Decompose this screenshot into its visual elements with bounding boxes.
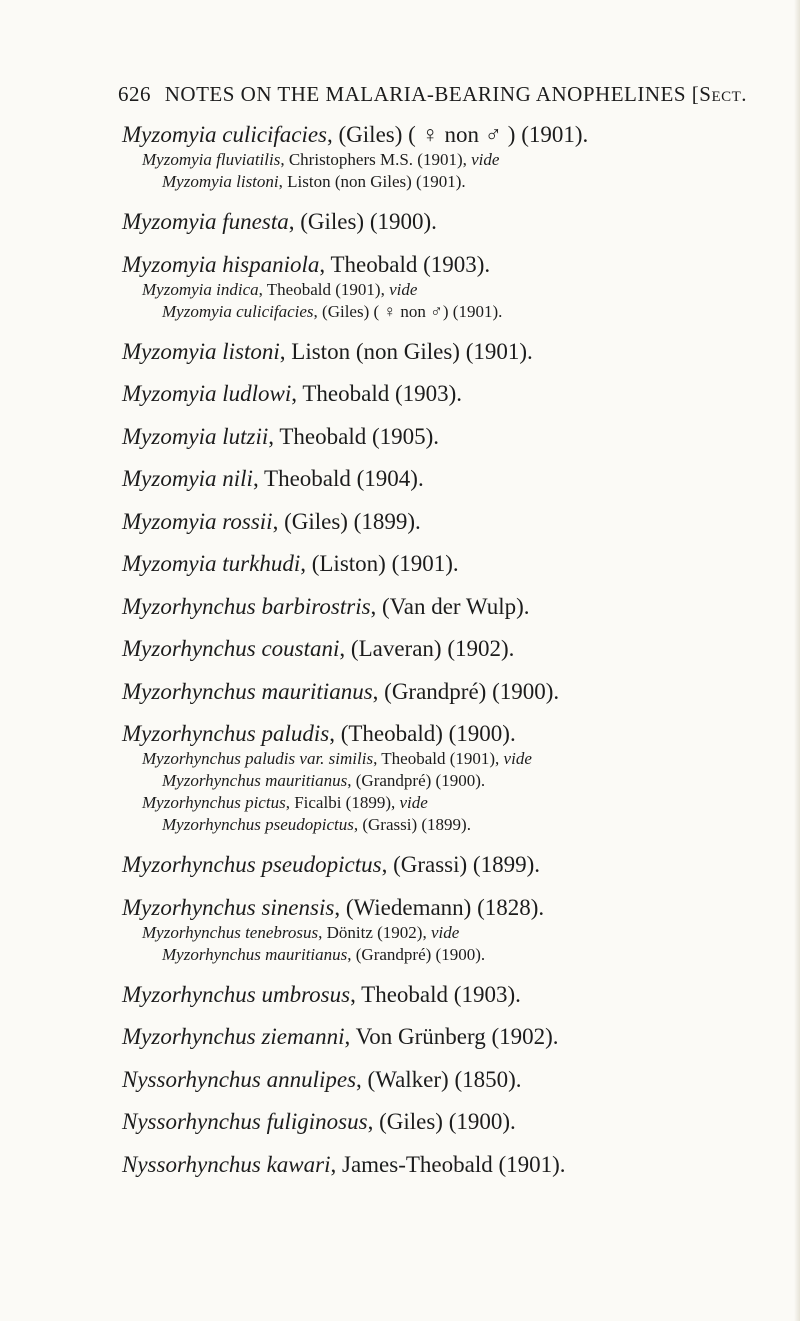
species-author: , Theobald (1904).: [252, 466, 424, 491]
vide-label: vide: [430, 922, 460, 942]
species-name-line: [122, 118, 782, 149]
species-name: Myzomyia hispaniola: [122, 251, 320, 277]
species-name: Myzomyia listoni: [122, 338, 280, 364]
synonym-group: [122, 922, 782, 978]
species-author: , Theobald (1903).: [319, 251, 491, 277]
species-name: Myzomyia culicifacies: [122, 122, 328, 147]
reference-name: Myzomyia listoni: [162, 172, 279, 191]
species-author: , Theobald (1903).: [291, 381, 463, 406]
vide-label: vide: [503, 749, 532, 768]
synonym-group: [122, 748, 782, 848]
species-author: , Von Grünberg (1902).: [344, 1024, 559, 1049]
species-entry: [122, 632, 782, 675]
species-author: , (Giles) ( ♀ non ♂ ) (1901).: [327, 122, 589, 147]
synonym-name: Myzorhynchus paludis var. similis: [142, 749, 374, 768]
species-name-line: [122, 462, 782, 505]
species-author: , Liston (non Giles) (1901).: [279, 338, 533, 364]
synonym-reference: [142, 770, 782, 792]
synonym-entry: [122, 748, 782, 792]
species-entry: [122, 462, 782, 505]
species-author: , (Liston) (1901).: [300, 551, 459, 576]
species-entry: [122, 118, 782, 205]
species-name: Myzomyia funesta: [122, 209, 289, 234]
species-name: Myzorhynchus coustani: [122, 636, 340, 661]
species-name-line: [122, 632, 782, 675]
species-author: , (Theobald) (1900).: [329, 721, 516, 746]
species-author: , (Giles) (1900).: [367, 1109, 516, 1134]
species-name-line: [122, 1063, 782, 1106]
species-name: Myzomyia nili: [122, 466, 253, 491]
species-name-line: [122, 717, 782, 748]
species-entry: [122, 717, 782, 848]
species-name-line: [122, 205, 782, 248]
species-list: [122, 118, 782, 1190]
species-author: , Theobald (1905).: [268, 423, 440, 449]
species-name-line: [122, 1105, 782, 1148]
species-entry: [122, 420, 782, 463]
species-entry: [122, 590, 782, 633]
reference-name: Myzorhynchus mauritianus: [162, 771, 348, 790]
species-author: , (Giles) (1899).: [272, 508, 421, 534]
synonym-name: Myzomyia indica: [142, 279, 259, 299]
synonym-line: [142, 149, 782, 171]
reference-name: Myzomyia culicifacies: [162, 301, 314, 321]
species-author: , James-Theobald (1901).: [330, 1151, 566, 1177]
species-name-line: [122, 978, 782, 1021]
species-entry: [122, 547, 782, 590]
synonym-entry: [122, 279, 782, 323]
species-name: Myzomyia ludlowi: [122, 381, 292, 406]
synonym-reference: [142, 944, 782, 966]
synonym-author: , Theobald (1901),: [258, 279, 390, 299]
species-author: , (Giles) (1900).: [288, 209, 437, 234]
synonym-entry: [122, 922, 782, 966]
species-author: , (Walker) (1850).: [356, 1066, 522, 1092]
species-author: , (Grassi) (1899).: [381, 852, 540, 877]
species-entry: [122, 1148, 782, 1191]
synonym-reference: [142, 171, 782, 193]
species-name-line: [122, 377, 782, 420]
reference-name: Myzorhynchus mauritianus: [162, 944, 348, 964]
species-entry: [122, 675, 782, 718]
species-name-line: [122, 675, 782, 718]
species-name-line: [122, 420, 782, 463]
species-name-line: [122, 848, 782, 891]
species-name: Myzorhynchus mauritianus: [122, 678, 373, 704]
species-entry: [122, 505, 782, 548]
species-entry: [122, 377, 782, 420]
synonym-entry: [122, 149, 782, 193]
species-author: , (Van der Wulp).: [370, 593, 530, 619]
species-name: Myzorhynchus pseudopictus: [122, 852, 382, 877]
species-author: , Theobald (1903).: [350, 981, 521, 1007]
species-author: , (Wiedemann) (1828).: [334, 894, 545, 920]
synonym-line: [142, 922, 782, 944]
species-name-line: [122, 891, 782, 922]
species-entry: [122, 848, 782, 891]
species-name-line: [122, 547, 782, 590]
synonym-line: [142, 279, 782, 301]
synonym-group: [122, 279, 782, 335]
running-title: NOTES ON THE MALARIA-BEARING ANOPHELINES: [164, 82, 687, 106]
species-name-line: [122, 1148, 782, 1191]
page-number: 626: [118, 82, 151, 106]
species-name: Myzorhynchus barbirostris: [122, 593, 371, 619]
synonym-author: , Ficalbi (1899),: [285, 793, 400, 812]
species-name: Myzorhynchus ziemanni: [122, 1024, 345, 1049]
reference-author: , (Grandpré) (1900).: [347, 944, 486, 964]
species-entry: [122, 335, 782, 378]
synonym-name: Myzorhynchus tenebrosus: [142, 922, 319, 942]
reference-name: Myzorhynchus pseudopictus: [162, 815, 354, 834]
species-name: Nyssorhynchus fuliginosus: [122, 1109, 368, 1134]
page-edge: [794, 0, 800, 1321]
section-label: [Sect.: [691, 82, 748, 106]
synonym-author: , Christophers M.S. (1901),: [280, 150, 472, 169]
species-entry: [122, 1020, 782, 1063]
species-name: Myzorhynchus sinensis: [122, 894, 335, 920]
reference-author: , Liston (non Giles) (1901).: [278, 172, 466, 191]
synonym-author: , Dönitz (1902),: [318, 922, 431, 942]
synonym-line: [142, 792, 782, 814]
vide-label: vide: [399, 793, 428, 812]
species-name: Myzomyia lutzii: [122, 423, 269, 449]
species-entry: [122, 248, 782, 335]
species-name-line: [122, 505, 782, 548]
synonym-line: [142, 748, 782, 770]
synonym-reference: [142, 814, 782, 836]
species-name: Nyssorhynchus kawari: [122, 1151, 331, 1177]
reference-author: , (Grassi) (1899).: [353, 815, 471, 834]
synonym-entry: [122, 792, 782, 836]
vide-label: vide: [389, 279, 418, 299]
synonym-group: [122, 149, 782, 205]
reference-author: , (Grandpré) (1900).: [347, 771, 486, 790]
species-entry: [122, 205, 782, 248]
species-entry: [122, 891, 782, 978]
vide-label: vide: [471, 150, 500, 169]
species-name: Myzorhynchus umbrosus: [122, 981, 351, 1007]
species-entry: [122, 978, 782, 1021]
species-name: Myzomyia rossii: [122, 508, 273, 534]
page-header: [118, 82, 747, 107]
species-name: Myzorhynchus paludis: [122, 721, 330, 746]
species-name: Myzomyia turkhudi: [122, 551, 301, 576]
species-name-line: [122, 248, 782, 279]
species-name-line: [122, 590, 782, 633]
synonym-name: Myzomyia fluviatilis: [142, 150, 281, 169]
species-author: , (Grandpré) (1900).: [372, 678, 560, 704]
synonym-author: , Theobald (1901),: [373, 749, 504, 768]
synonym-name: Myzorhynchus pictus: [142, 793, 286, 812]
species-name-line: [122, 335, 782, 378]
species-name: Nyssorhynchus annulipes: [122, 1066, 357, 1092]
species-name-line: [122, 1020, 782, 1063]
species-entry: [122, 1105, 782, 1148]
species-author: , (Laveran) (1902).: [339, 636, 515, 661]
reference-author: , (Giles) ( ♀ non ♂) (1901).: [313, 301, 503, 321]
synonym-reference: [142, 301, 782, 323]
species-entry: [122, 1063, 782, 1106]
